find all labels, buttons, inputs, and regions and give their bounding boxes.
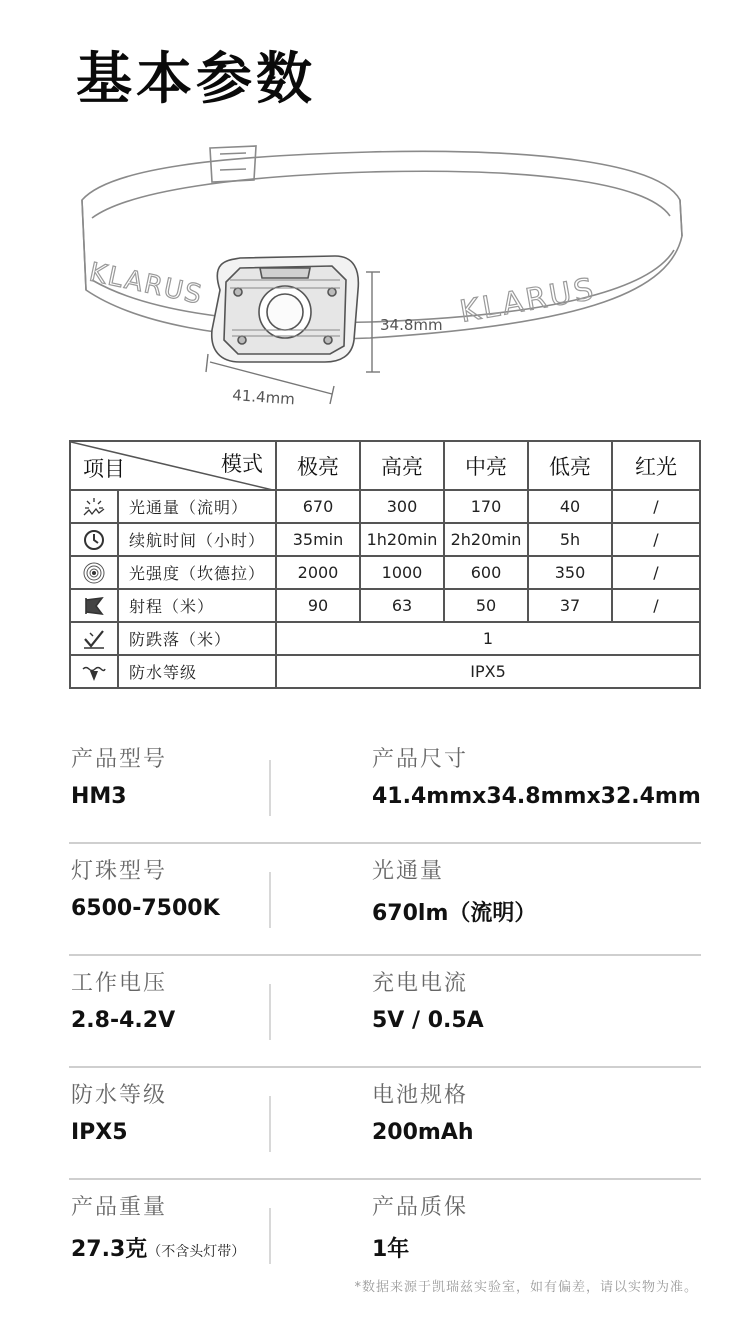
item-header-label: 项目	[83, 457, 125, 481]
param-value	[71, 1232, 245, 1263]
row-label: 防跌落（米）	[118, 622, 276, 655]
width-dimension-label: 41.4mm	[231, 386, 296, 409]
table-cell: /	[612, 556, 700, 589]
clock-icon	[82, 528, 106, 552]
param-label: 产品重量	[71, 1195, 168, 1220]
table-row	[70, 622, 700, 655]
mode-header-turbo: 极亮	[276, 441, 360, 490]
row-label: 光通量（流明）	[118, 490, 276, 523]
table-cell: /	[612, 523, 700, 556]
table-cell: 300	[360, 490, 444, 523]
table-cell: 35min	[276, 523, 360, 556]
table-cell: 37	[528, 589, 612, 622]
table-cell: /	[612, 490, 700, 523]
brand-mark-right: KLARUS	[457, 271, 599, 330]
mode-header-medium: 中亮	[444, 441, 528, 490]
beam-distance-icon	[82, 594, 106, 618]
table-header-row	[70, 441, 700, 490]
param-label: 产品型号	[71, 747, 168, 772]
param-label: 充电电流	[372, 971, 469, 996]
table-cell: 1000	[360, 556, 444, 589]
param-value: 2.8-4.2V	[71, 1008, 176, 1033]
param-value: 1年	[372, 1237, 410, 1262]
intensity-target-icon	[82, 561, 106, 585]
light-burst-icon	[82, 495, 106, 519]
table-cell: /	[612, 589, 700, 622]
merged-cell: IPX5	[276, 655, 700, 688]
param-value: 41.4mmx34.8mmx32.4mm	[372, 784, 701, 809]
table-cell: 670	[276, 490, 360, 523]
param-value: 6500-7500K	[71, 896, 220, 921]
table-cell: 170	[444, 490, 528, 523]
param-label: 灯珠型号	[71, 859, 168, 884]
row-label: 光强度（坎德拉）	[118, 556, 276, 589]
table-cell: 50	[444, 589, 528, 622]
param-row	[69, 1068, 701, 1180]
table-cell: 90	[276, 589, 360, 622]
param-label: 电池规格	[372, 1083, 469, 1108]
corner-header-cell	[70, 441, 276, 490]
table-row	[70, 589, 700, 622]
row-label: 续航时间（小时）	[118, 523, 276, 556]
param-row	[69, 732, 701, 844]
data-source-footnote: *数据来源于凯瑞兹实验室，如有偏差，请以实物为准。	[354, 1280, 698, 1295]
headlamp-illustration	[70, 140, 690, 420]
param-value: 670lm（流明）	[372, 901, 537, 926]
table-cell: 40	[528, 490, 612, 523]
param-label: 工作电压	[71, 971, 168, 996]
param-label: 防水等级	[71, 1083, 168, 1108]
mode-header-low: 低亮	[528, 441, 612, 490]
param-label: 产品质保	[372, 1195, 469, 1220]
column-divider	[269, 1208, 271, 1264]
drop-check-icon	[82, 627, 106, 651]
param-value: IPX5	[71, 1120, 128, 1145]
height-dimension-label: 34.8mm	[380, 316, 443, 334]
table-row	[70, 523, 700, 556]
table-row	[70, 655, 700, 688]
table-cell: 1h20min	[360, 523, 444, 556]
waterproof-icon	[82, 660, 106, 684]
param-label: 产品尺寸	[372, 747, 469, 772]
param-value: 200mAh	[372, 1120, 474, 1145]
weight-value: 27.3克	[71, 1237, 148, 1262]
param-row	[69, 956, 701, 1068]
merged-cell: 1	[276, 622, 700, 655]
table-cell: 63	[360, 589, 444, 622]
parameter-list	[69, 732, 701, 1292]
param-value: 5V / 0.5A	[372, 1008, 484, 1033]
param-value: HM3	[71, 784, 127, 809]
table-cell: 2h20min	[444, 523, 528, 556]
param-label: 光通量	[372, 859, 445, 884]
column-divider	[269, 984, 271, 1040]
table-cell: 350	[528, 556, 612, 589]
page-title: 基本参数	[76, 47, 316, 112]
mode-header-red: 红光	[612, 441, 700, 490]
table-row	[70, 490, 700, 523]
table-cell: 5h	[528, 523, 612, 556]
brand-mark-left: KLARUS	[86, 257, 206, 311]
mode-header-high: 高亮	[360, 441, 444, 490]
weight-note: （不含头灯带）	[147, 1244, 246, 1260]
table-row	[70, 556, 700, 589]
column-divider	[269, 1096, 271, 1152]
row-label: 防水等级	[118, 655, 276, 688]
spec-table	[69, 440, 701, 689]
table-cell: 600	[444, 556, 528, 589]
mode-header-label: 模式	[221, 452, 263, 476]
row-label: 射程（米）	[118, 589, 276, 622]
column-divider	[269, 872, 271, 928]
param-row	[69, 844, 701, 956]
table-cell: 2000	[276, 556, 360, 589]
column-divider	[269, 760, 271, 816]
